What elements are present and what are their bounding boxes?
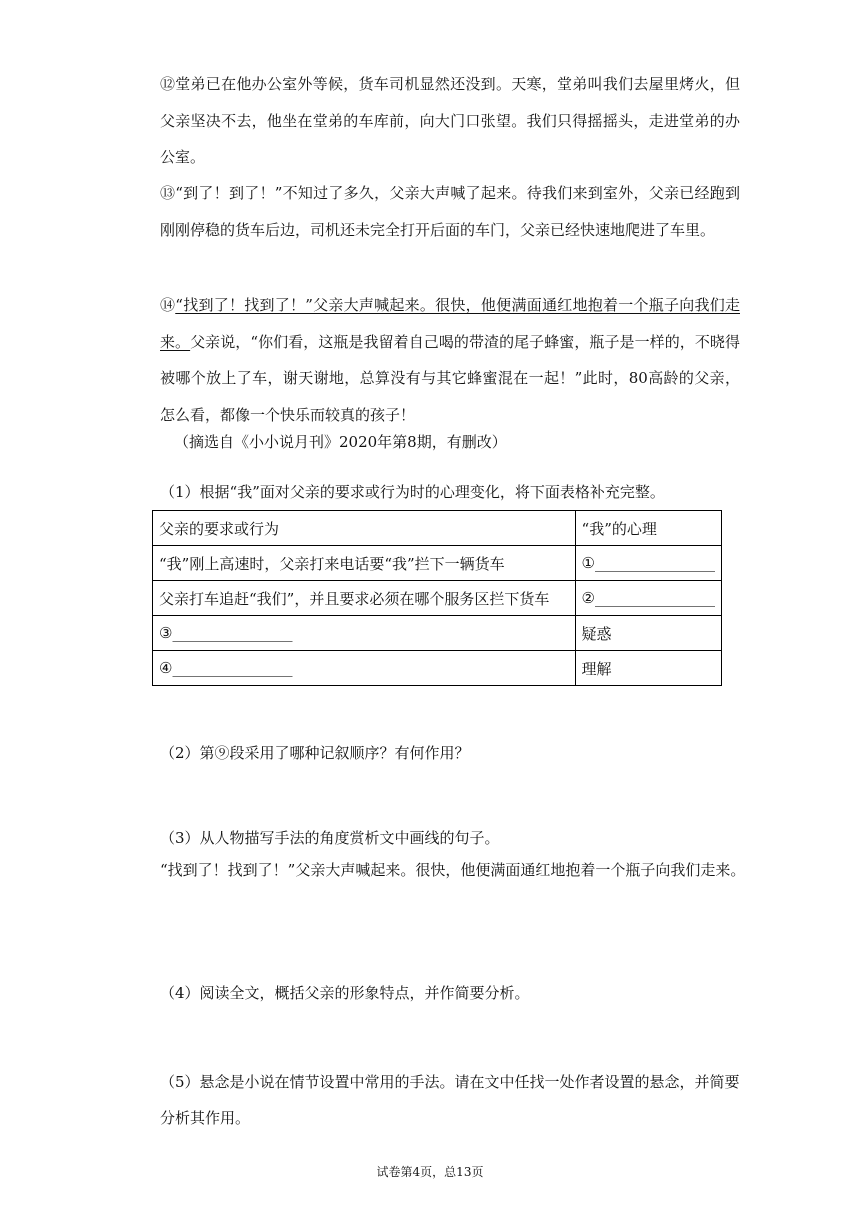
table-cell: 父亲打车追赶“我们”，并且要求必须在哪个服务区拦下货车 xyxy=(153,581,576,616)
answer-blank-2[interactable]: ②________________ xyxy=(575,581,721,616)
table-header-behavior: 父亲的要求或行为 xyxy=(153,511,576,546)
question-5: （5）悬念是小说在情节设置中常用的手法。请在文中任找一处作者设置的悬念，并简要分析其作用。 xyxy=(160,1073,740,1127)
paragraph-14-rest: 父亲说，“你们看，这瓶是我留着自己喝的带渣的尾子蜂蜜，瓶子是一样的，不晓得被哪个放上了车，谢天谢地，总算没有与其它蜂蜜混在一起！”此时，80高龄的父亲，怎么看，都像一个快乐而较真的孩子！ xyxy=(160,332,740,424)
table-header-psychology: “我”的心理 xyxy=(575,511,721,546)
table-cell: 理解 xyxy=(575,651,721,686)
question-4: （4）阅读全文，概括父亲的形象特点，并作简要分析。 xyxy=(160,984,530,1002)
table-row xyxy=(153,581,722,616)
table-header-row xyxy=(153,511,722,546)
page-footer: 试卷第4页，总13页 xyxy=(376,1165,484,1179)
paragraph-14 xyxy=(160,287,740,433)
answer-blank-4[interactable]: ④________________ xyxy=(153,651,576,686)
paragraph-14-number: ⑭ xyxy=(160,296,176,314)
question-1: （1）根据“我”面对父亲的要求或行为时的心理变化，将下面表格补充完整。 xyxy=(160,483,665,501)
table-cell: “我”刚上高速时，父亲打来电话要“我”拦下一辆货车 xyxy=(153,546,576,581)
table-row xyxy=(153,651,722,686)
underlined-sentence: “找到了！找到了！”父亲大声喊起来。很快，他便满面通红地抱着一个瓶子向我们走来。 xyxy=(160,296,740,351)
question-3-sentence: “找到了！找到了！”父亲大声喊起来。很快，他便满面通红地抱着一个瓶子向我们走来。 xyxy=(160,861,746,879)
table-row xyxy=(153,616,722,651)
question-2: （2）第⑨段采用了哪种记叙顺序？有何作用？ xyxy=(160,744,470,762)
table-row xyxy=(153,546,722,581)
source-citation: （摘选自《小小说月刊》2020年第8期，有删改） xyxy=(174,433,507,451)
paragraph-12: ⑫堂弟已在他办公室外等候，货车司机显然还没到。天寒，堂弟叫我们去屋里烤火，但父亲坚决不去，他坐在堂弟的车库前，向大门口张望。我们只得摇摇头，走进堂弟的办公室。 xyxy=(160,75,740,166)
question-3: （3）从人物描写手法的角度赏析文中画线的句子。 xyxy=(160,829,500,847)
table-cell: 疑惑 xyxy=(575,616,721,651)
paragraph-13: ⑬“到了！到了！”不知过了多久，父亲大声喊了起来。待我们来到室外，父亲已经跑到刚刚停稳的货车后边，司机还未完全打开后面的车门，父亲已经快速地爬进了车里。 xyxy=(160,184,740,239)
psychology-table xyxy=(152,510,722,686)
answer-blank-3[interactable]: ③________________ xyxy=(153,616,576,651)
answer-blank-1[interactable]: ①________________ xyxy=(575,546,721,581)
